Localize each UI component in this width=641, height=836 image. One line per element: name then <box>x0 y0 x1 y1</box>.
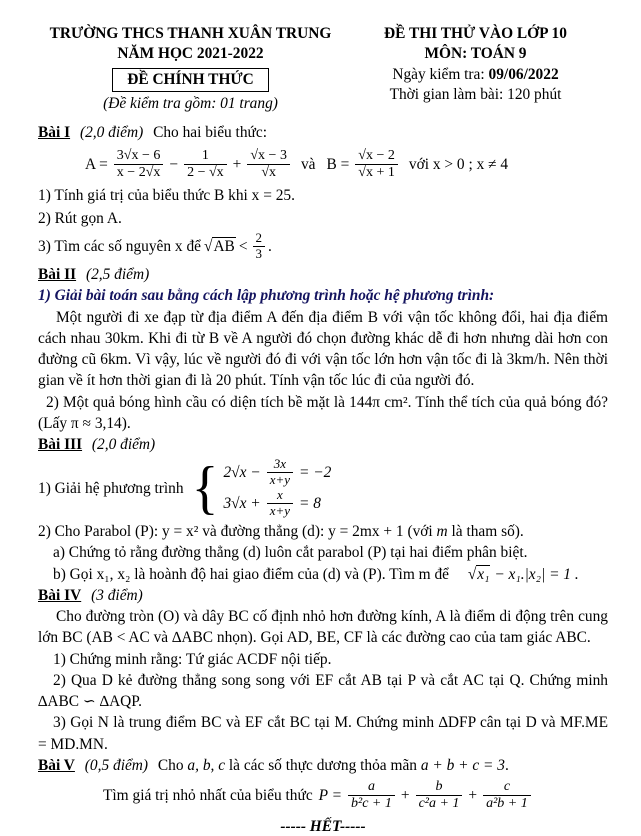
end-of-exam-marker: ----- HẾT----- <box>280 818 366 836</box>
bai5-heading-line: Bài V (0,5 điểm) Cho a, b, c là các số thực dương thỏa mãn a + b + c = 3. <box>38 756 509 774</box>
exam-header <box>38 24 608 114</box>
header-exam-block <box>343 24 608 114</box>
operator-minus: − <box>169 155 179 173</box>
variables: a, b, c <box>187 756 226 774</box>
bai4-item-3: 3) Gọi N là trung điểm BC và EF cắt BC tại M. Chứng minh ∆DFP cân tại D và MF.ME = MD.MN. <box>38 714 608 753</box>
operator-plus: + <box>400 787 410 805</box>
less-than-sign: < <box>238 238 248 256</box>
operator-plus: + <box>232 155 242 173</box>
bai3-item-2a: a) Chứng tỏ rằng đường thẳng (d) luôn cắt parabol (P) tại hai điểm phân biệt. <box>53 544 528 562</box>
bai2-problem-paragraph: Một người đi xe đạp từ địa điểm A đến địa điểm B với vận tốc không đổi, hai địa điểm cách nhau 30km. Khi đi từ B về A người đó chọn đường khác dễ đi hơn nhưng dài hơn con đường cũ 6km. Vì vậy, lúc về người đó đi với vận tốc lớn hơn vận tốc đi là 3km/h. Nên thời gian về ít hơn thời gian đi là 20 phút. Tính vận tốc lúc đi của người đó. <box>38 308 608 390</box>
bai4-item-1: 1) Chứng minh rằng: Tứ giác ACDF nội tiếp. <box>53 650 332 668</box>
bai5-points: (0,5 điểm) <box>84 756 149 774</box>
sqrt-expression: √AB <box>203 237 235 256</box>
exam-subject: MÔN: TOÁN 9 <box>424 45 527 63</box>
bai4-problem-paragraph: Cho đường tròn (O) và dây BC cố định nhỏ hơn đường kính, A là điểm di động trên cung lớn BC (AB < AC và ∆ABC nhọn). Gọi AD, BE, CF là các đường cao của tam giác ABC. <box>38 608 608 647</box>
constraint-equation: a + b + c = 3 <box>420 756 505 774</box>
bai4-heading: Bài IV <box>38 586 82 604</box>
school-year: NĂM HỌC 2021-2022 <box>117 45 264 63</box>
formula-condition: với x > 0 ; x ≠ 4 <box>408 155 509 173</box>
operator-plus: + <box>468 787 478 805</box>
bai3-item-2b: b) Gọi x₁, x₂ là hoành độ hai giao điểm của (d) và (P). Tìm m để √x₁ − x₁.|x₂| = 1 . <box>53 565 579 584</box>
system-equation-1: 2√x − $\frac{3x}{x+y}$ = −2 <box>223 456 332 488</box>
bai2-heading: Bài II <box>38 266 77 284</box>
header-school-block <box>38 24 343 114</box>
bai2-heading-line <box>38 264 608 285</box>
exam-title: ĐỀ THI THỬ VÀO LỚP 10 <box>384 25 567 42</box>
bai5-heading: Bài V <box>38 756 75 774</box>
exam-date-line <box>343 65 608 85</box>
parameter-m: m <box>436 523 448 541</box>
section-bai-2 <box>38 264 608 434</box>
bai1-item-3 <box>38 231 608 262</box>
bai3-heading-line <box>38 434 608 455</box>
official-exam-box: ĐỀ CHÍNH THỨC <box>112 68 269 92</box>
fraction: $\frac{√x - 3}{√x}$ <box>247 148 290 181</box>
bai4-heading-line <box>38 585 608 606</box>
fraction: $\frac{1}{2 - √x}$ <box>184 148 227 181</box>
fraction: $\frac{a}{\text{b²c + 1}}$ <box>348 779 395 812</box>
bai1-points: (2,0 điểm) <box>79 124 144 142</box>
bai3-item-2: 2) Cho Parabol (P): y = x² và đường thẳng (d): y = 2mx + 1 (với m là tham số). <box>38 523 524 541</box>
bai1-item3-text: 3) Tìm các số nguyên x để <box>38 238 201 256</box>
exam-date-label: Ngày kiểm tra: <box>392 65 485 83</box>
bai3-item1-label: 1) Giải hệ phương trình <box>38 479 184 497</box>
fraction: $\frac{3√x - 6}{x - 2√x}$ <box>114 148 164 181</box>
pages-note: (Đề kiểm tra gồm: 01 trang) <box>103 94 278 112</box>
bai2-points: (2,5 điểm) <box>85 266 150 284</box>
formula-b-label: B = <box>326 155 350 173</box>
bai1-formula <box>82 148 608 181</box>
bai3-heading: Bài III <box>38 436 83 454</box>
bai1-intro: Cho hai biểu thức: <box>153 124 267 142</box>
school-name: TRƯỜNG THCS THANH XUÂN TRUNG <box>49 25 332 42</box>
exam-date-value: 09/06/2022 <box>488 65 559 83</box>
p-label: P = <box>318 787 343 805</box>
bai1-item-1: 1) Tính giá trị của biểu thức B khi x = 25. <box>38 186 295 204</box>
sqrt-expression: √x₁ <box>467 565 490 584</box>
bai1-heading-line <box>38 122 608 143</box>
fraction: $\frac{2}{3}$ <box>253 231 266 262</box>
bai2-sub1-title: 1) Giải bài toán sau bằng cách lập phương trình hoặc hệ phương trình: <box>38 287 495 305</box>
system-brace: { <box>191 455 219 521</box>
fraction: $\frac{x}{x+y}$ <box>267 488 293 519</box>
system-equations <box>220 457 334 519</box>
formula-and-word: và <box>300 155 316 173</box>
bai4-item-2: 2) Qua D kẻ đường thẳng song song với EF cắt AB tại P và cắt AC tại Q. Chứng minh ∆ABC ∽ ∆AQP. <box>38 671 608 711</box>
bai3-points: (2,0 điểm) <box>91 436 156 454</box>
section-bai-5 <box>38 755 608 812</box>
official-exam-box-wrap <box>38 68 343 92</box>
bai5-min-expression <box>100 779 608 812</box>
bai1-items <box>38 185 608 262</box>
fraction: $\frac{√x - 2}{√x + 1}$ <box>355 148 398 181</box>
section-bai-4 <box>38 585 608 755</box>
section-bai-1 <box>38 122 608 262</box>
bai3-system-line <box>38 457 608 519</box>
exam-duration: Thời gian làm bài: 120 phút <box>389 85 562 103</box>
bai2-sub2-paragraph: 2) Một quả bóng hình cầu có diện tích bề mặt là 144π cm². Tính thể tích của quả bóng đó? (Lấy π ≈ 3,14). <box>38 393 608 432</box>
bai5-min-label: Tìm giá trị nhỏ nhất của biểu thức <box>103 787 313 805</box>
fraction: $\frac{b}{\text{c²a + 1}}$ <box>416 779 463 812</box>
section-bai-3 <box>38 434 608 585</box>
period: . <box>268 238 272 256</box>
bai1-heading: Bài I <box>38 124 71 142</box>
system-equation-2: 3√x + $\frac{x}{x+y}$ = 8 <box>223 487 321 519</box>
fraction: $\frac{c}{\text{a²b + 1}}$ <box>483 779 531 812</box>
fraction: $\frac{3x}{x+y}$ <box>267 457 293 488</box>
bai1-item-2: 2) Rút gọn A. <box>38 210 122 227</box>
formula-a-label: A = <box>85 155 108 173</box>
bai4-points: (3 điểm) <box>91 586 143 604</box>
